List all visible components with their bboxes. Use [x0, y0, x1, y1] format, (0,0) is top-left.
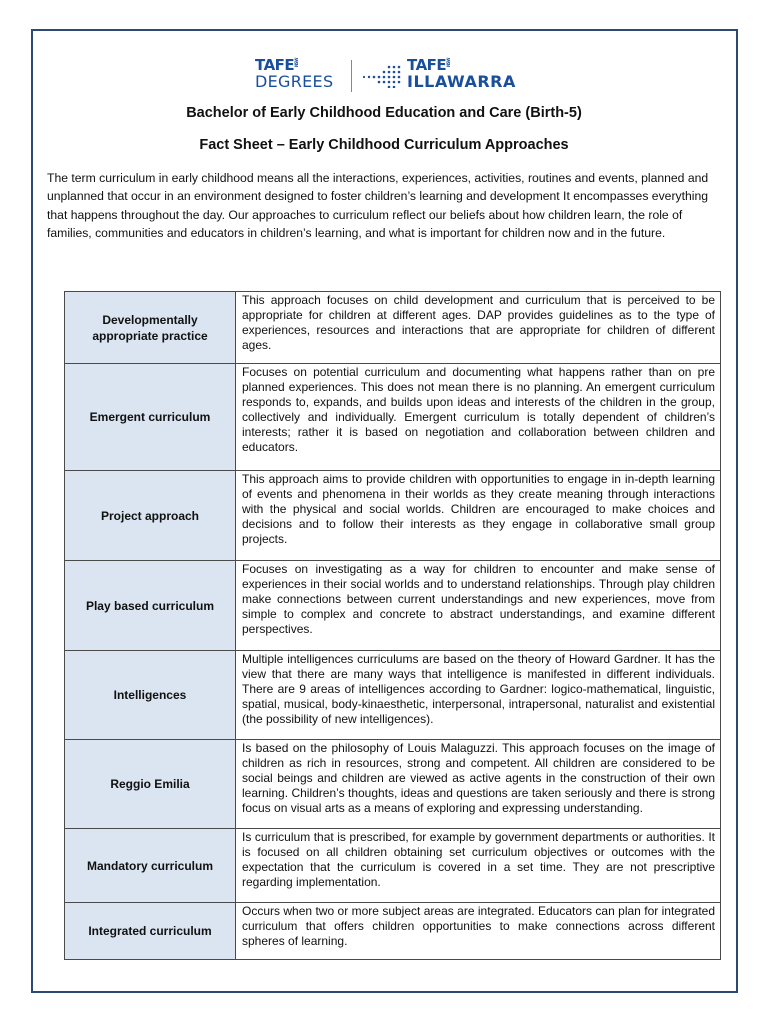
tafe-illawarra-logo [407, 58, 517, 91]
approach-description: Occurs when two or more subject areas are integrated. Educators can plan for integrated curriculum that offers children opportunities to make connections across different spheres of learning. [236, 903, 721, 960]
approach-description: Is curriculum that is prescribed, for example by government departments or authorities. It is focused on all children obtaining set curriculum objectives or outcomes with the expectation that the curriculum is covered in a set time. They are not prescriptive regarding implementation. [236, 829, 721, 903]
logo-banner [255, 58, 515, 98]
fact-sheet-title: Fact Sheet – Early Childhood Curriculum Approaches [199, 137, 569, 153]
table-row [65, 292, 721, 364]
tafe-illawarra-name: ILLAWARRA [407, 72, 516, 91]
approach-name: Intelligences [65, 651, 236, 740]
table-row [65, 471, 721, 561]
approach-description: Is based on the philosophy of Louis Malaguzzi. This approach focuses on the image of children as rich in resources, strong and competent. All children are considered to be social beings and children are viewed as active agents in the construction of their own learning. Children’s thoughts, ideas and questions are taken seriously and there is strong focus on visual arts as a means of exploring and expressing understanding. [236, 740, 721, 829]
tafe-degrees-brand-sub: NSW [294, 58, 300, 68]
approach-name: Emergent curriculum [65, 364, 236, 471]
approach-description: Focuses on investigating as a way for children to encounter and make sense of experiences in their social worlds and to understand relationships. Through play children make connections between current understandings and new experiences, move from simple to complex and concrete to abstract understandings, and examine different perspectives. [236, 561, 721, 651]
approach-description: Multiple intelligences curriculums are based on the theory of Howard Gardner. It has the view that there are many ways that intelligence is manifested in different individuals. There are 9 areas of intelligences according to Gardner: logico-mathematical, linguistic, spatial, musical, body-kinaesthetic, interpersonal, intrapersonal, naturalist and existential (the possibility of new intelligences). [236, 651, 721, 740]
tafe-degrees-brand: TAFE [255, 56, 295, 74]
approach-name: Reggio Emilia [65, 740, 236, 829]
approach-name: Project approach [65, 471, 236, 561]
table-row [65, 364, 721, 471]
tafe-degrees-logo [255, 58, 347, 91]
approach-name: Integrated curriculum [65, 903, 236, 960]
dot-pattern-icon [359, 64, 405, 88]
curriculum-approaches-table [64, 291, 721, 960]
approach-name: Mandatory curriculum [65, 829, 236, 903]
table-row [65, 829, 721, 903]
table-row [65, 740, 721, 829]
approach-description: Focuses on potential curriculum and documenting what happens rather than on pre planned experiences. This does not mean there is no planning. An emergent curriculum responds to, expands, and builds upon ideas and interests of the children in the group, collectively and individually. Emergent curriculum is totally dependent of children’s interests; rather it is based on negotiation and collaboration between children and educators. [236, 364, 721, 471]
approach-description: This approach focuses on child development and curriculum that is perceived to be appropriate for children at different ages. DAP provides guidelines as to the type of experiences, resources and interactions that are appropriate for children of different ages. [236, 292, 721, 364]
tafe-illawarra-brand: TAFE [407, 56, 447, 74]
tafe-degrees-name: DEGREES [255, 72, 334, 91]
approach-description: This approach aims to provide children with opportunities to engage in in-depth learning of events and phenomena in their worlds as they create meaning through interactions with the physical and social worlds. Children are encouraged to make choices and decisions and to follow their interests as they engage in collaborative small group projects. [236, 471, 721, 561]
table-row [65, 903, 721, 960]
intro-paragraph: The term curriculum in early childhood means all the interactions, experiences, activities, routines and events, planned and unplanned that occur in an environment designed to foster children’s learning and development It encompasses everything that happens throughout the day. Our approaches to curriculum reflect our beliefs about how children learn, the role of families, communities and educators in children’s learning, and what is important for children now and in the future. [47, 171, 709, 241]
course-title: Bachelor of Early Childhood Education and Care (Birth-5) [186, 105, 582, 121]
table-row [65, 651, 721, 740]
tafe-illawarra-brand-sub: NSW [446, 58, 452, 68]
table-row [65, 561, 721, 651]
approach-name: Play based curriculum [65, 561, 236, 651]
approach-name: Developmentally appropriate practice [65, 292, 236, 364]
logo-divider [351, 60, 352, 92]
